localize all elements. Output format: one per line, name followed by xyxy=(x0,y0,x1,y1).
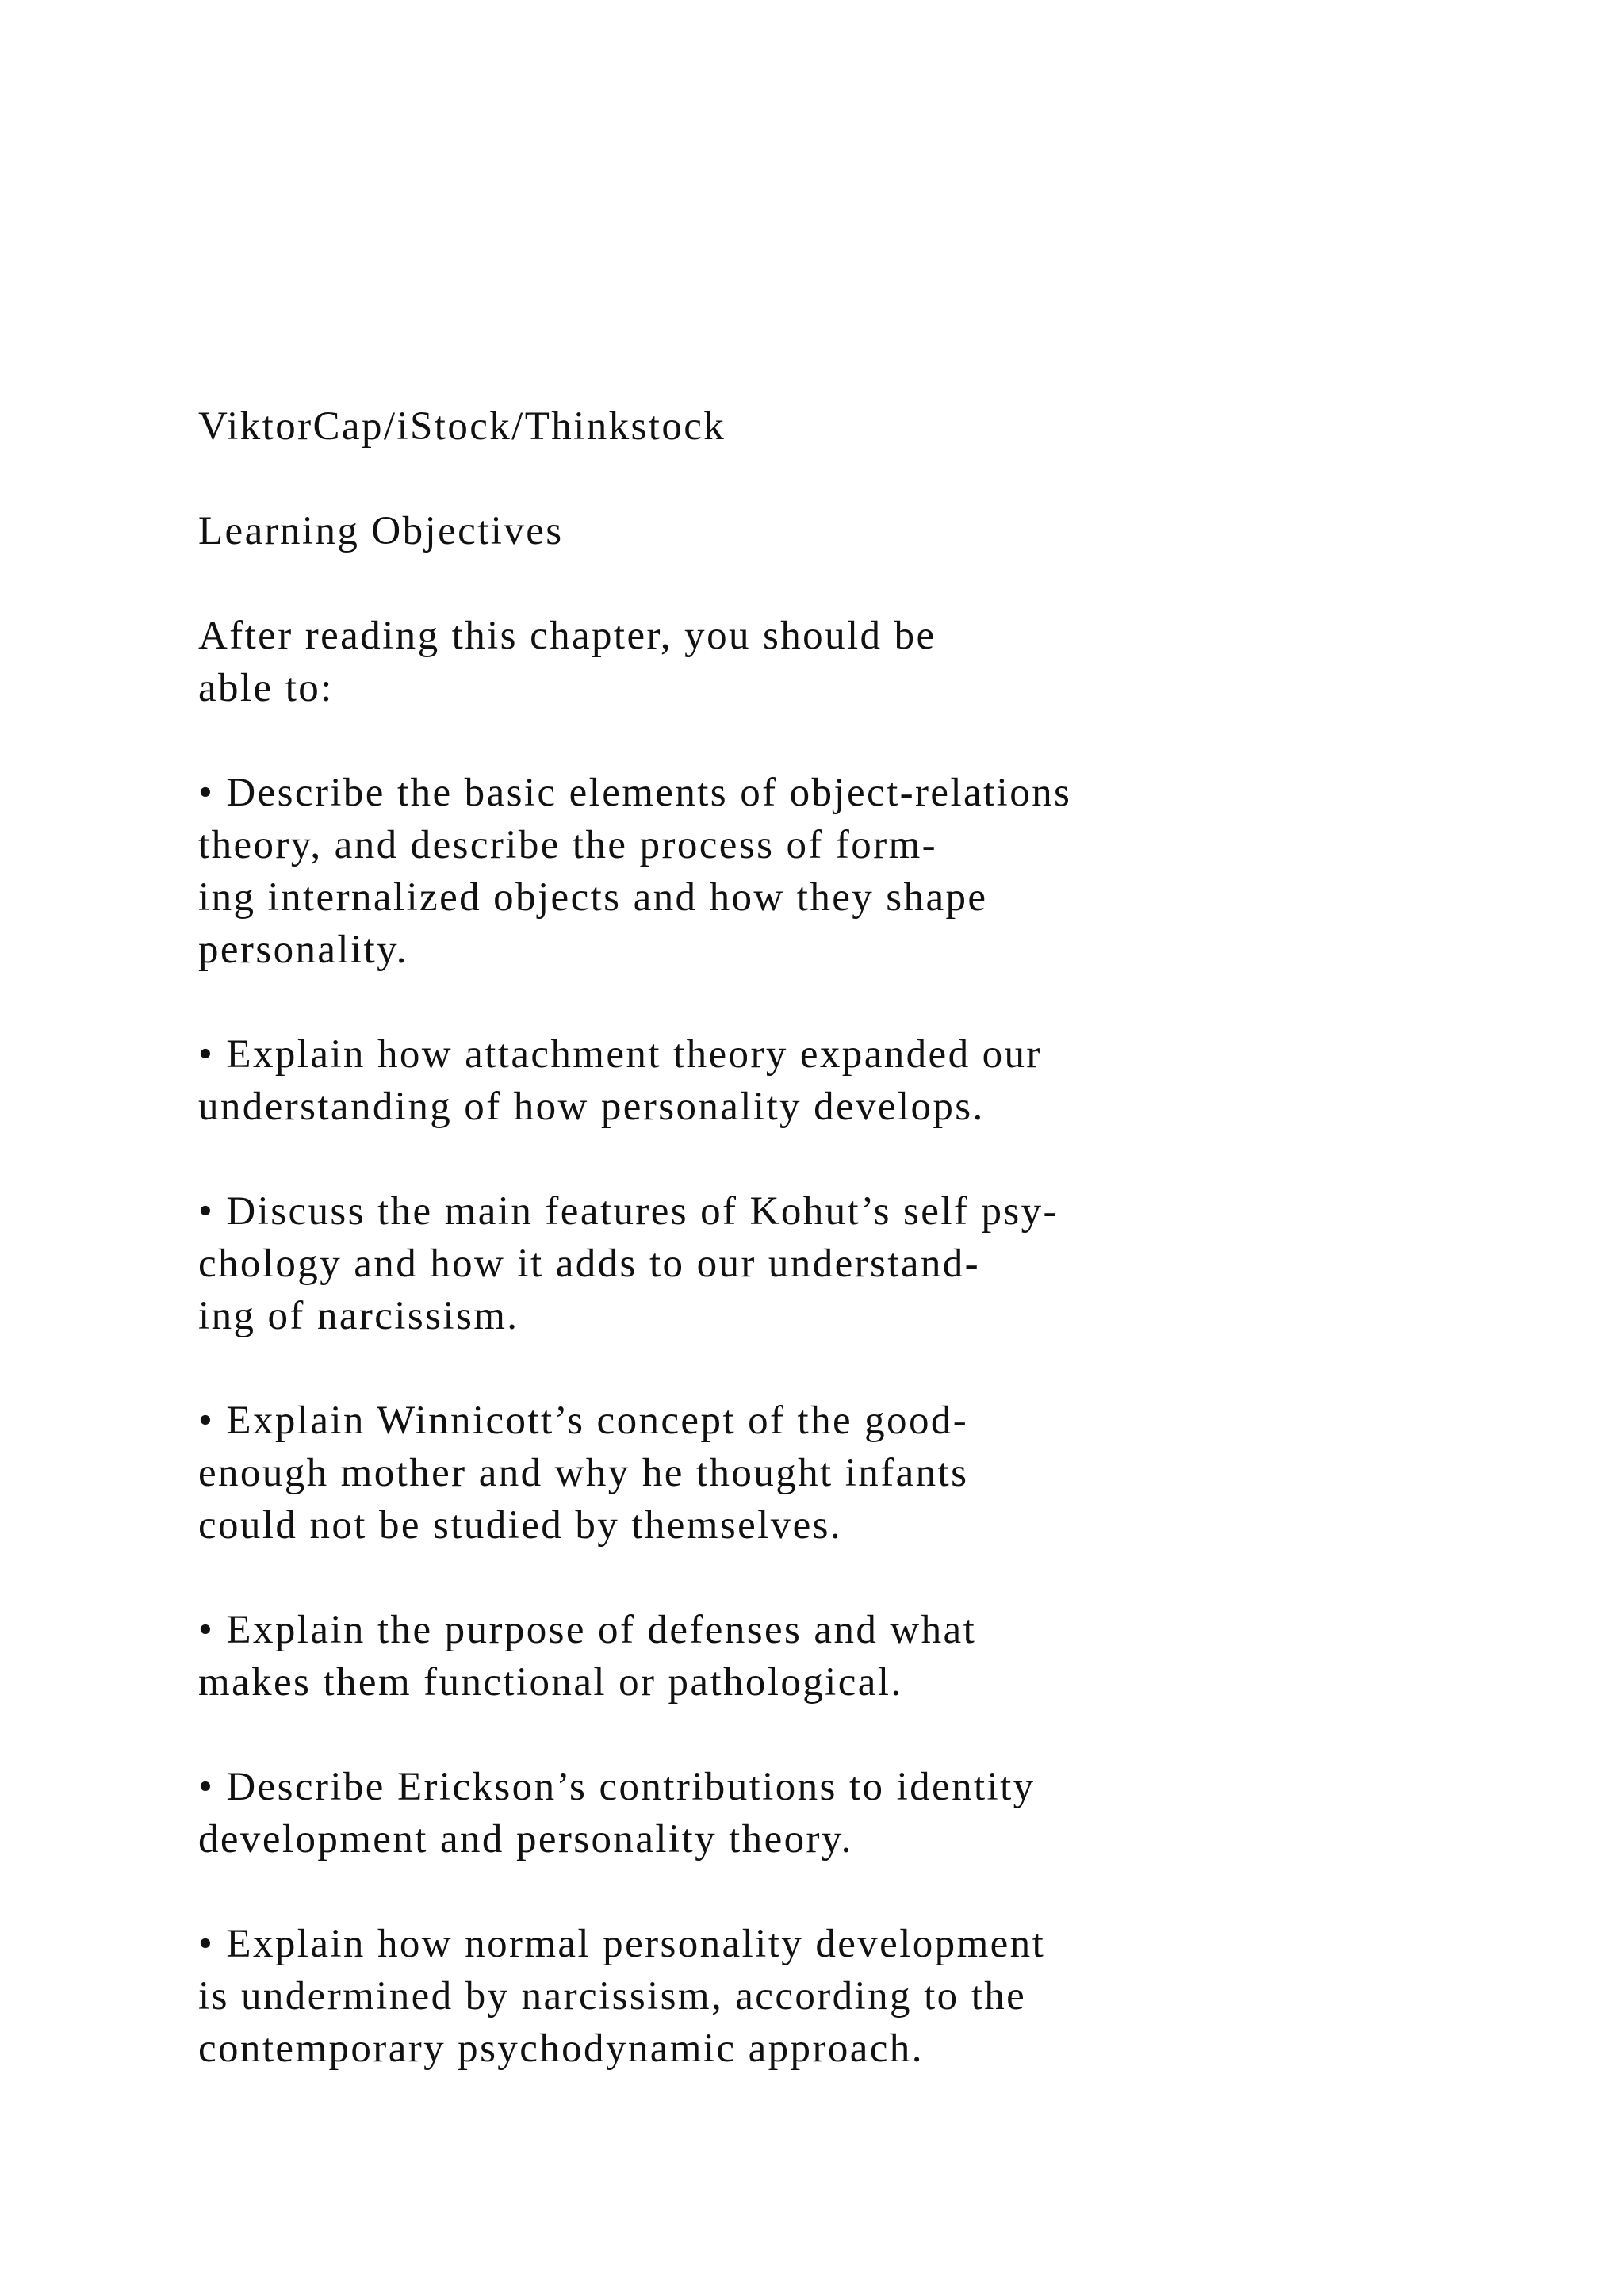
objective-item: • Describe the basic elements of object-relations theory, and describe the process of form- ing internalized objects and how they shape personality. xyxy=(198,771,1072,972)
section-heading: Learning Objectives xyxy=(198,509,564,553)
objective-item: • Explain how normal personality development is undermined by narcissism, according to the contemporary psychodynamic approach. xyxy=(198,1922,1046,2071)
objective-item: • Discuss the main features of Kohut’s self psy- chology and how it adds to our understand- ing of narcissism. xyxy=(198,1189,1059,1338)
objective-item: • Explain how attachment theory expanded our understanding of how personality develops. xyxy=(198,1032,1042,1129)
document-page xyxy=(198,400,1546,2127)
objectives-list xyxy=(198,767,1546,2075)
objective-item: • Describe Erickson’s contributions to identity development and personality theory. xyxy=(198,1765,1036,1862)
image-credit: ViktorCap/iStock/Thinkstock xyxy=(198,404,726,449)
intro-text: After reading this chapter, you should be able to: xyxy=(198,614,936,710)
objective-item: • Explain the purpose of defenses and what makes them functional or pathological. xyxy=(198,1608,977,1705)
objective-item: • Explain Winnicott’s concept of the good- enough mother and why he thought infants could not be studied by themselves. xyxy=(198,1399,969,1548)
